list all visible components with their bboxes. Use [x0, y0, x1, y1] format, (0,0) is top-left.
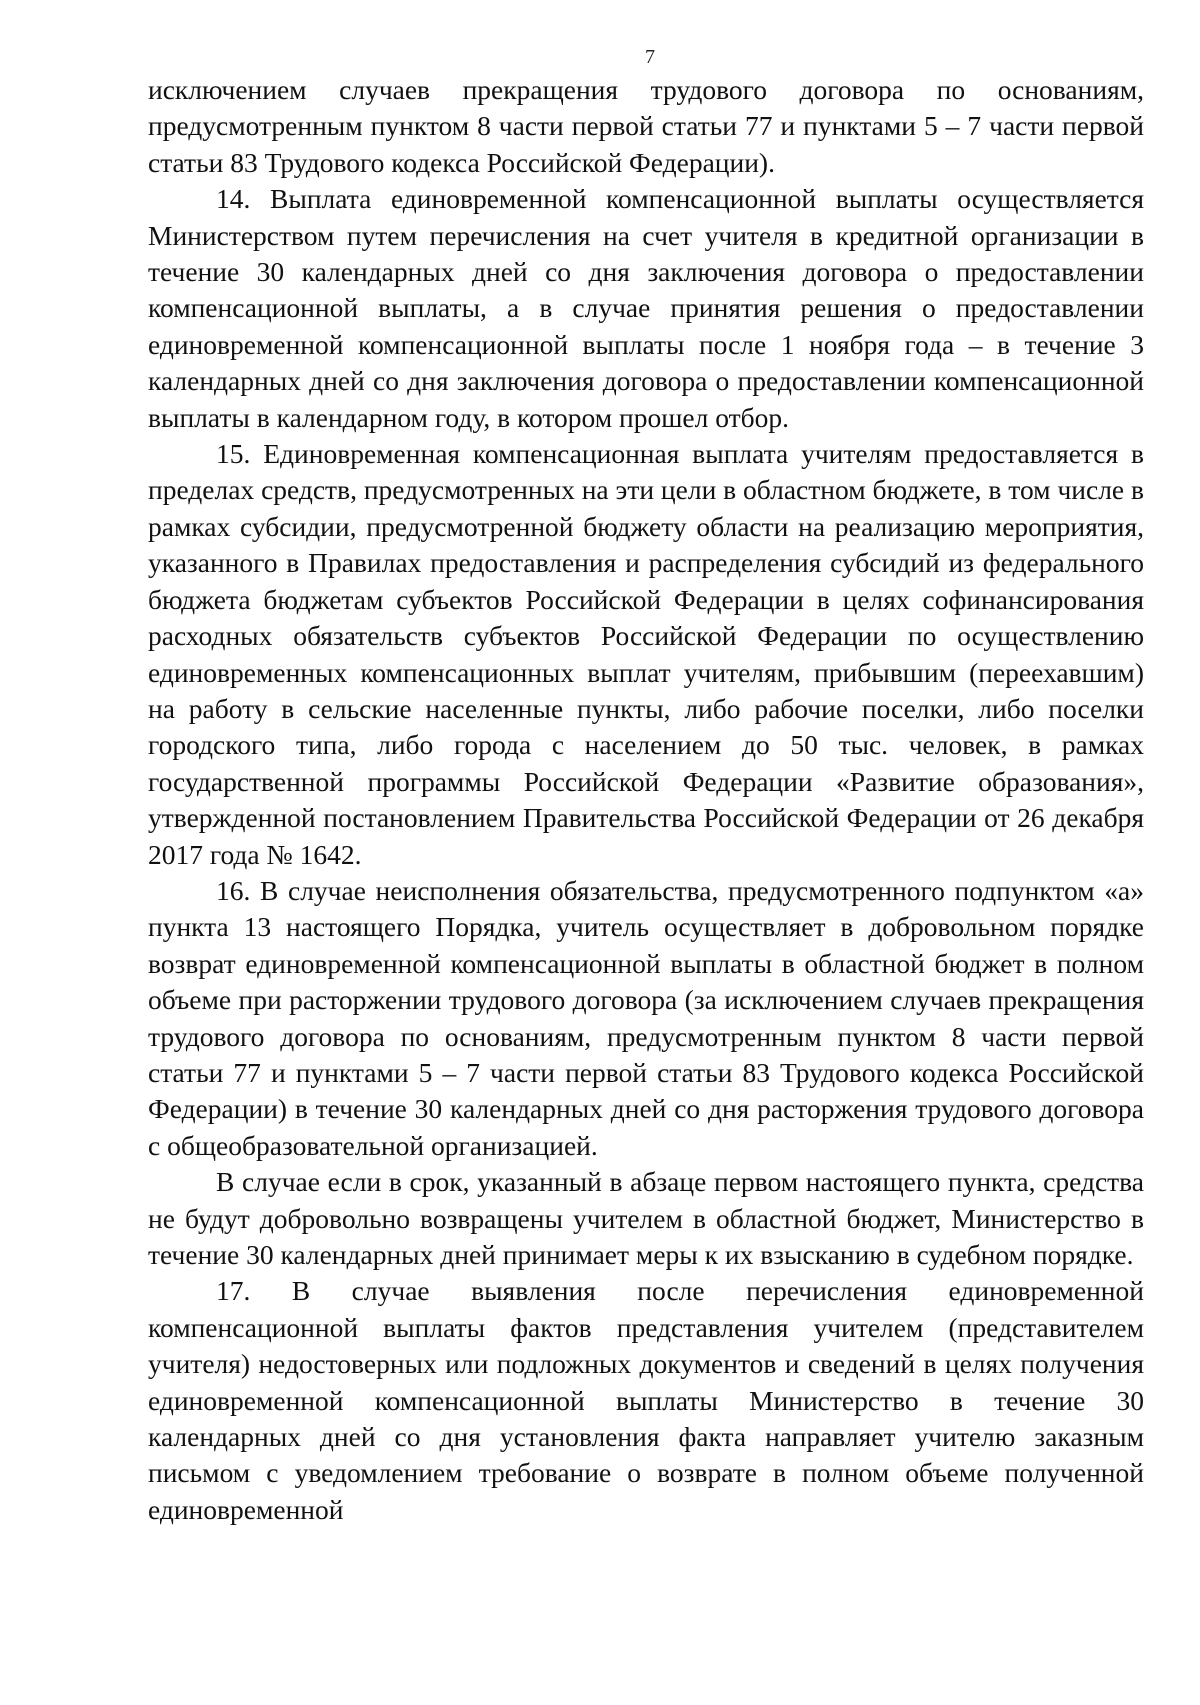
document-body — [148, 72, 1144, 1528]
paragraph-continuation: исключением случаев прекращения трудового договора по основаниям, предусмотренным пунктом 8 части первой статьи 77 и пунктами 5 – 7 части первой статьи 83 Трудового кодекса Российской Федерации). — [148, 74, 1144, 178]
paragraph-15: 15. Единовременная компенсационная выплата учителям предоставляется в пределах средств, предусмотренных на эти цели в областном бюджете, в том числе в рамках субсидии, предусмотренной бюджету области на реализацию мероприятия, указанного в Правилах предоставления и распределения субсидий из федерального бюджета бюджетам субъектов Российской Федерации в целях софинансирования расходных обязательств субъектов Российской Федерации по осуществлению единовременных компенсационных выплат учителям, прибывшим (переехавшим) на работу в сельские населенные пункты, либо рабочие поселки, либо поселки городского типа, либо города с населением до 50 тыс. человек, в рамках государственной программы Российской Федерации «Развитие образования», утвержденной постановлением Правительства Российской Федерации от 26 декабря 2017 года № 1642. — [148, 438, 1144, 870]
paragraph-16: 16. В случае неисполнения обязательства, предусмотренного подпунктом «а» пункта 13 настоящего Порядка, учитель осуществляет в добровольном порядке возврат единовременной компенсационной выплаты в областной бюджет в полном объеме при расторжении трудового договора (за исключением случаев прекращения трудового договора по основаниям, предусмотренным пунктом 8 части первой статьи 77 и пунктами 5 – 7 части первой статьи 83 Трудового кодекса Российской Федерации) в течение 30 календарных дней со дня расторжения трудового договора с общеобразовательной организацией. — [148, 874, 1144, 1161]
page-number: 7 — [645, 46, 655, 68]
paragraph-17: 17. В случае выявления после перечисления единовременной компенсационной выплаты фактов представления учителем (представителем учителя) недостоверных или подложных документов и сведений в целях получения единовременной компенсационной выплаты Министерство в течение 30 календарных дней со дня установления факта направляет учителю заказным письмом с уведомлением требование о возврате в полном объеме полученной единовременной — [148, 1275, 1144, 1525]
paragraph-14: 14. Выплата единовременной компенсационной выплаты осуществляется Министерством путем перечисления на счет учителя в кредитной организации в течение 30 календарных дней со дня заключения договора о предоставлении компенсационной выплаты, а в случае принятия решения о предоставлении единовременной компенсационной выплаты после 1 ноября года – в течение 3 календарных дней со дня заключения договора о предоставлении компенсационной выплаты в календарном году, в котором прошел отбор. — [148, 183, 1144, 433]
paragraph-16-second-part: В случае если в срок, указанный в абзаце первом настоящего пункта, средства не будут добровольно возвращены учителем в областной бюджет, Министерство в течение 30 календарных дней принимает меры к их взысканию в судебном порядке. — [148, 1166, 1144, 1270]
